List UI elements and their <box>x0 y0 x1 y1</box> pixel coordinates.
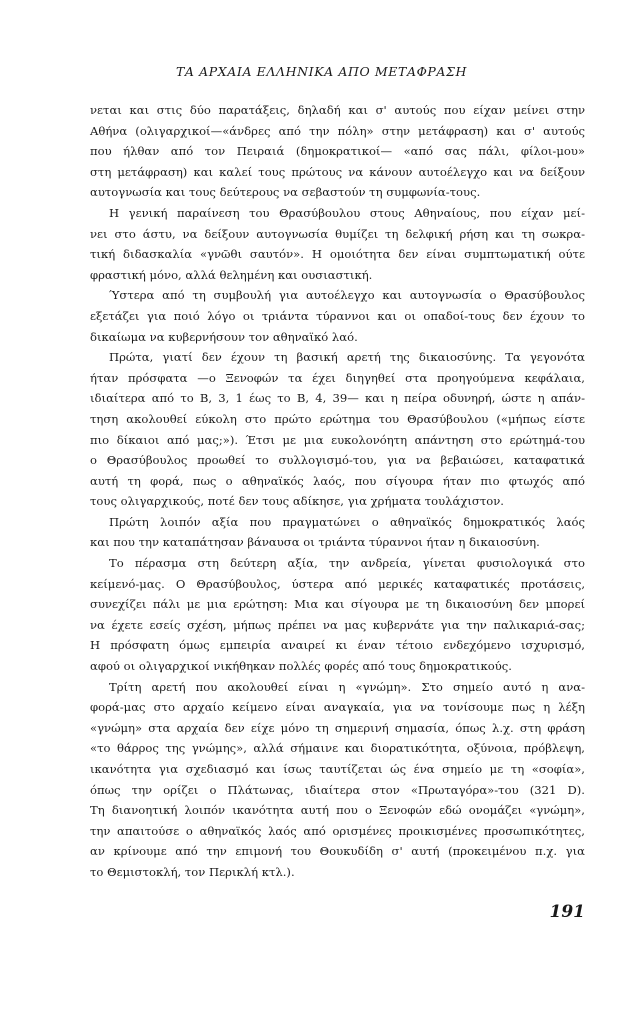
text-line: ιδιαίτερα από το Β, 3, 1 έως το Β, 4, 39— και η πείρα οδυνηρή, ώστε η απάν- <box>90 391 585 406</box>
text-line: τική διδασκαλία «γνῶθι σαυτόν». Η ομοιότητα δεν είναι συμπτωματική ούτε <box>90 247 585 262</box>
text-line: νει στο άστυ, να δείξουν αυτογνωσία θυμίζει τη δελφική ρήση και τη σωκρα- <box>90 226 585 241</box>
text-line: που ήλθαν από τον Πειραιά (δημοκρατικοί— «από σας πάλι, φίλοι-μου» <box>90 144 585 159</box>
text-line: φορά-μας στο αρχαίο κείμενο είναι αναγκαία, για να τονίσουμε πως η λέξη <box>90 700 585 715</box>
text-line: ήταν πρόσφατα —ο Ξενοφών τα έχει διηγηθεί στα προηγούμενα κεφάλαια, <box>90 370 585 385</box>
page-number: 191 <box>549 902 585 922</box>
body-text <box>90 100 585 883</box>
text-line: φραστική μόνο, αλλά θελημένη και ουσιαστική. <box>90 267 373 282</box>
text-line: την απαιτούσε ο αθηναϊκός λαός από ορισμένες προικισμένες προσωπικότητες, <box>90 823 585 838</box>
text-line: όπως την ορίζει ο Πλάτωνας, ιδιαίτερα στον «Πρωταγόρα»-του (321 D). <box>90 782 585 797</box>
running-title: ΤΑ ΑΡΧΑΙΑ ΕΛΛΗΝΙΚΑ ΑΠΟ ΜΕΤΑΦΡΑΣΗ <box>176 64 467 79</box>
text-line: το Θεμιστοκλή, τον Περικλή κτλ.). <box>90 864 295 879</box>
text-line: Αθήνα (ολιγαρχικοί—«άνδρες από την πόλη» στην μετάφραση) και σ' αυτούς <box>90 123 585 138</box>
text-line: Πρώτη λοιπόν αξία που πραγματώνει ο αθηναϊκός δημοκρατικός λαός <box>109 514 585 529</box>
text-line: Ύστερα από τη συμβουλή για αυτοέλεγχο και αυτογνωσία ο Θρασύβουλος <box>109 288 585 303</box>
text-line: κείμενό-μας. Ο Θρασύβουλος, ύστερα από μερικές καταφατικές προτάσεις, <box>90 576 585 591</box>
text-line: Η πρόσφατη όμως εμπειρία αναιρεί κι έναν τέτοιο ενδεχόμενο ισχυρισμό, <box>90 638 585 653</box>
text-line: αν κρίνουμε από την επιμονή του Θουκυδίδη σ' αυτή (προκειμένου π.χ. για <box>90 844 585 859</box>
text-line: πιο δίκαιοι από μας;»). Έτσι με μια ευκολονόητη απάντηση στο ερώτημά-του <box>90 432 585 447</box>
text-line: εξετάζει για ποιό λόγο οι τριάντα τύραννοι και οι οπαδοί-τους δεν έχουν το <box>90 308 585 323</box>
text-line: να έχετε εσείς σχέση, μήπως πρέπει να μας κυβερνάτε για την παλικαριά-σας; <box>90 617 585 632</box>
text-line: συνεχίζει πάλι με μια ερώτηση: Μια και σίγουρα με τη δικαιοσύνη δεν μπορεί <box>90 597 585 612</box>
text-line: δικαίωμα να κυβερνήσουν τον αθηναϊκό λαό. <box>90 329 358 344</box>
text-line: ικανότητα για σχεδιασμό και ίσως ταυτίζεται ώς ένα σημείο με τη «σοφία», <box>90 762 585 776</box>
text-line: Τρίτη αρετή που ακολουθεί είναι η «γνώμη». Στο σημείο αυτό η ανα- <box>109 679 585 694</box>
text-line: Η γενική παραίνεση του Θρασύβουλου στους Αθηναίους, που είχαν μεί- <box>109 205 585 220</box>
text-line: «το θάρρος της γνώμης», αλλά σήμαινε και διορατικότητα, οξύνοια, πρόβλεψη, <box>90 741 585 756</box>
text-line: ο Θρασύβουλος προωθεί το συλλογισμό-του, για να βεβαιώσει, καταφατικά <box>90 453 585 468</box>
text-line: τηση ακολουθεί εύκολη στο πρώτο ερώτημα του Θρασύβουλου («μήπως είστε <box>90 411 585 426</box>
text-line: αυτογνωσία και τους δεύτερους να σεβαστούν τη συμφωνία-τους. <box>90 185 481 200</box>
text-line: Πρώτα, γιατί δεν έχουν τη βασική αρετή της δικαιοσύνης. Τα γεγονότα <box>109 350 585 365</box>
text-line: νεται και στις δύο παρατάξεις, δηλαδή και σ' αυτούς που είχαν μείνει στην <box>90 103 585 117</box>
text-line: Τη διανοητική λοιπόν ικανότητα αυτή που ο Ξενοφών εδώ ονομάζει «γνώμη», <box>90 803 585 818</box>
text-line: αυτή τη φορά, πως ο αθηναϊκός λαός, που σίγουρα ήταν πιο φτωχός από <box>90 473 585 488</box>
text-line: αφού οι ολιγαρχικοί νικήθηκαν πολλές φορές από τους δημοκρατικούς. <box>90 659 512 674</box>
text-line: τους ολιγαρχικούς, ποτέ δεν τους αδίκησε, για χρήματα τουλάχιστον. <box>90 494 504 509</box>
text-line: Το πέρασμα στη δεύτερη αξία, την ανδρεία, γίνεται φυσιολογικά στο <box>109 556 585 571</box>
text-line: στη μετάφραση) και καλεί τους πρώτους να κάνουν αυτοέλεγχο και να δείξουν <box>90 164 585 179</box>
text-line: και που την καταπάτησαν βάναυσα οι τριάντα τύραννοι ήταν η δικαιοσύνη. <box>90 535 540 550</box>
text-line: «γνώμη» στα αρχαία δεν είχε μόνο τη σημερινή σημασία, όπως λ.χ. στη φράση <box>90 720 585 735</box>
